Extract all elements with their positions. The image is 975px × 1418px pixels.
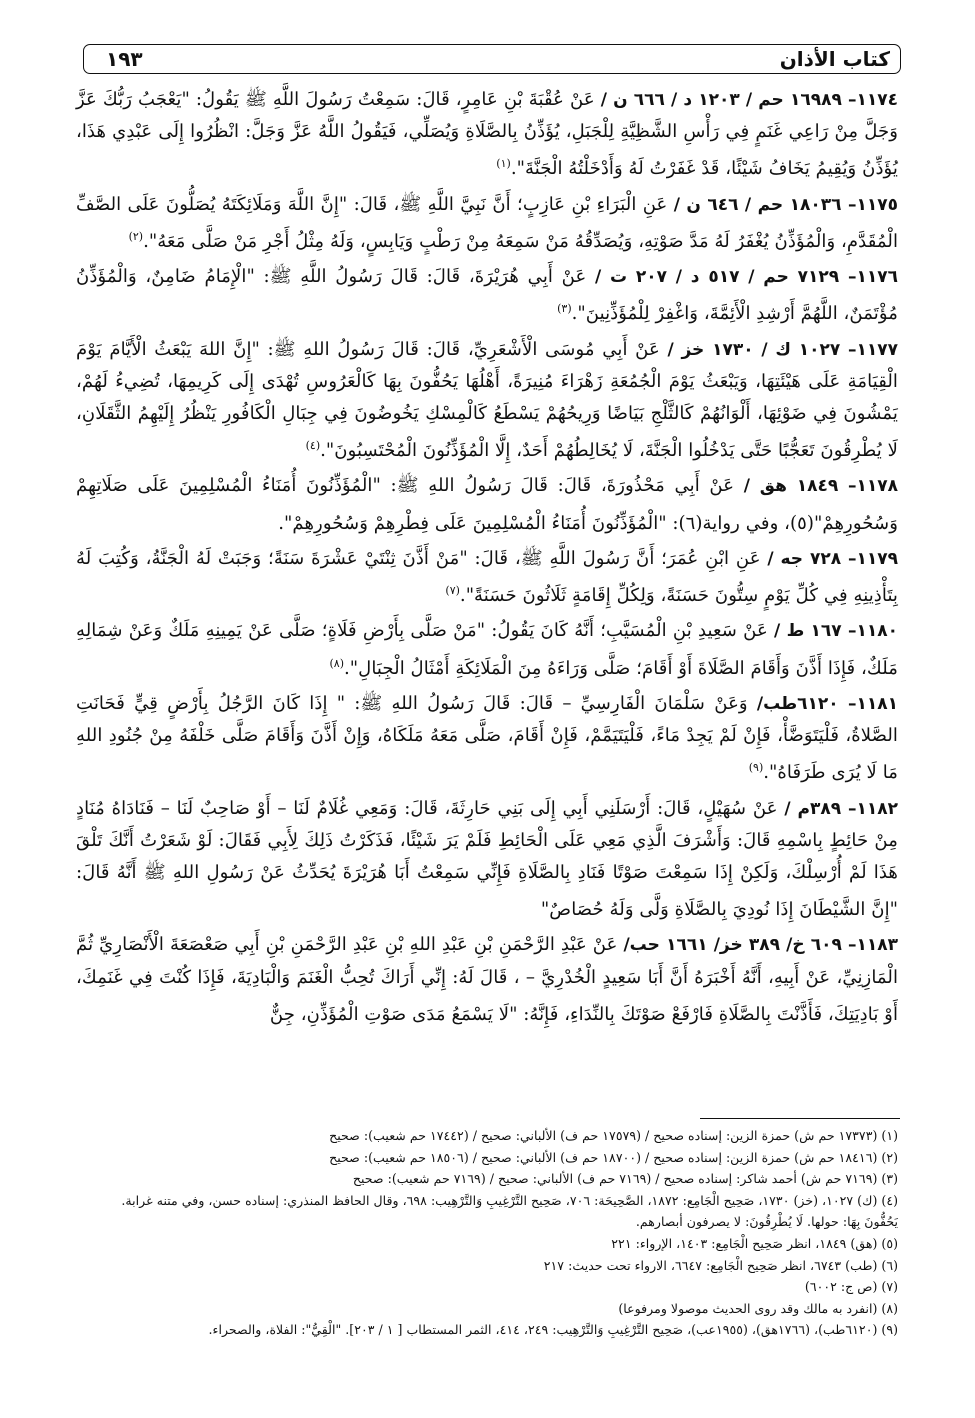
- hadith-text: عَنْ سُهَيْلٍ، قَالَ: أَرْسَلَنِي أَبِي إِلَى بَنِي حَارِثَةَ، قَالَ: وَمَعِي غُلَامٌ لَنَا – أَوْ صَاحِبٌ لَنَا – فَنَادَاهُ مُنَادٍ مِنْ حَائِطٍ بِاسْمِهِ قَالَ: وَأَشْرَفَ الَّذِي مَعِي عَلَى الْحَائِطِ فَلَمْ يَرَ شَيْئًا، فَذَكَرْتُ ذَلِكَ لِأَبِي فَقَالَ: لَوْ شَعَرْتُ أَنَّكَ تَلْقَ هَذَا لَمْ أُرْسِلْكَ، وَلَكِنْ إِذَا سَمِعْتَ صَوْتًا فَنَادِ بِالصَّلَاةِ فَإِنِّي سَمِعْتُ أَبَا هُرَيْرَةَ يُحَدِّثُ عَنْ رَسُولِ اللهِ ﷺ أَنَّهُ قَالَ: "إِنَّ الشَّيْطَانَ إِذَا نُودِيَ بِالصَّلَاةِ وَلَّى وَلَهُ حُصَاصٌ": [76, 797, 898, 921]
- hadith-text: عَنْ عَبْدِ الرَّحْمَنِ بْنِ عَبْدِ اللهِ بْنِ عَبْدِ الرَّحْمَنِ بْنِ أَبِي صَعْصَعَةَ الْأَنْصَارِيِّ ثُمَّ الْمَازِنِيِّ، عَنْ أَبِيهِ، أَنَّهُ أَخْبَرَهُ أَنَّ أَبَا سَعِيدٍ الْخُدْرِيَّ – ، قَالَ لَهُ: إِنِّي أَرَاكَ تُحِبُّ الْغَنَمَ وَالْبَادِيَةَ، فَإِذَا كُنْتَ فِي غَنَمِكَ، أَوْ بَادِيَتِكَ، فَأَذَّنْتَ بِالصَّلَاةِ فَارْفَعْ صَوْتَكَ بِالنِّدَاءِ، فَإِنَّهُ: "لَا يَسْمَعُ مَدَى صَوْتِ الْمُؤَذِّنِ، جِنٌّ: [76, 934, 898, 1025]
- footnote-ref: (٤): [305, 439, 321, 453]
- footnote-ref: (١): [496, 157, 511, 171]
- footnote-2: (٢) (١٨٤١٦ حم ش) حمزة الزين: إسناده صحيح / (١٨٧٠٠ حم ف) الألباني: صحيح / (١٨٥٠٦ حم شعيب): صحيح: [329, 1149, 898, 1165]
- footnotes: [90, 1125, 898, 1341]
- hadith-1177: [76, 334, 898, 468]
- hadith-1183: [76, 929, 898, 1031]
- hadith-text: عَنِ الْبَرَاءِ بْنِ عَازِبٍ؛ أَنَّ نَبِيَّ اللَّهِ ﷺ، قَالَ: "إِنَّ اللَّهَ وَمَلَائِكَتَهُ يُصَلُّونَ عَلَى الصَّفِّ الْمُقَدَّمِ، وَالْمُؤَذِّنُ يُغْفَرُ لَهُ مَدَّ صَوْتِهِ، وَيُصَدِّقُهُ مَنْ سَمِعَهُ مِنْ رَطْبٍ وَيَابِسٍ، وَلَهُ مِثْلُ أَجْرِ مَنْ صَلَّى مَعَهُ".: [76, 193, 898, 252]
- page-header: [83, 44, 901, 74]
- hadith-1182: [76, 793, 898, 927]
- footnote-9: (٩) (٦١٢٠طب)، (١٧٦٦هق)، (١٩٥٥عب)، صَحِيح التَّرْغِيبِ وَالتَّرْهِيب: ٢٤٩، ٤١٤، الثمر المستطاب [ ١ / ٢٠٣]. "الْقِيُّ": الفلاة، والصحراء.: [208, 1322, 898, 1338]
- footnote-ref: (٣): [557, 302, 572, 316]
- hadith-number: ١١٨٢– ٣٨٩م /: [784, 798, 899, 819]
- footnote-4: (٤) (ك) ١٠٢٧، (خز) ١٧٣٠، صَحِيح الْجَامِع: ١٨٧٢، الصَّحِيحَة: ٧٠٦، صَحِيح التَّرْغِيبِ وَالتَّرْهِيب: ٦٩٨، وقال الحافظ المنذري: إسناده حسن، وفي متنه غرابة. يَحُفُّونَ بِهَا: حولها. لَا يُطْرِقُونَ: لا يصرفون أبصارهم.: [121, 1192, 898, 1230]
- footnote-7: (٧) (ص ج: ٦٠٠٢): [804, 1279, 898, 1295]
- footnote-6: (٦) (طب) ٦٧٤٣، انظر صَحِيح الْجَامِع: ٦٦٤٧، الارواء تحت حديث: ٢١٧: [543, 1257, 898, 1273]
- hadith-1180: [76, 615, 898, 684]
- hadith-number: ١١٧٨– ١٨٤٩ هق /: [743, 476, 899, 497]
- hadith-number: ١١٧٧– ١٠٢٧ ك / ١٧٣٠ خز /: [667, 339, 899, 360]
- book-title: كتاب الأذان: [779, 47, 890, 71]
- footnote-ref: (٨): [329, 656, 345, 670]
- footnote-1: (١) (١٧٣٧٣ حم ش) حمزة الزين: إسناده صحيح / (١٧٥٧٩ حم ف) الألباني: صحيح / (١٧٤٤٢ حم شعيب): صحيح: [329, 1128, 898, 1143]
- page-number: ١٩٣: [106, 47, 143, 71]
- footnote-8: (٨) (انفرد به مالك وقد روى الحديث موصولا ومرفوعا): [618, 1300, 898, 1316]
- hadith-list: [76, 84, 898, 1034]
- hadith-text: عَنْ أَبِي مَحْذُورَةَ، قَالَ: قَالَ رَسُولُ اللهِ ﷺ: "الْمُؤَذِّنُونَ أُمَنَاءُ الْمُسْلِمِينَ عَلَى صَلَاتِهِمْ وَسُحُورِهِمْ"(٥)، وفي رواية(٦): "الْمُؤَذِّنُونَ أُمَنَاءُ الْمُسْلِمِينَ عَلَى فِطْرِهِمْ وَسُحُورِهِمْ".: [76, 475, 898, 534]
- hadith-text: عَنِ ابْنِ عُمَرَ؛ أَنَّ رَسُولَ اللَّهِ ﷺ، قَالَ: "مَنْ أَذَّنَ ثِنْتَيْ عَشْرَةَ سَنَةً؛ وَجَبَتْ لَهُ الْجَنَّةُ، وَكُتِبَ لَهُ بِتَأْذِينِهِ فِي كُلِّ يَوْمٍ سِتُّونَ حَسَنَةً، وَلِكُلِّ إِقَامَةٍ ثَلَاثُونَ حَسَنَةً".: [76, 547, 898, 607]
- hadith-number: ١١٨٠– ١٦٧ ط /: [774, 621, 898, 642]
- hadith-text: عَنْ سَعِيدِ بْنِ الْمُسَيَّبِ؛ أَنَّهُ كَانَ يَقُولُ: "مَنْ صَلَّى بِأَرْضِ فَلَاةٍ؛ صَلَّى عَنْ يَمِينِهِ مَلَكٌ وَعَنْ شِمَالِهِ مَلَكٌ، فَإِذَا أَذَّنَ وَأَقَامَ الصَّلَاةَ أَوْ أَقَامَ؛ صَلَّى وَرَاءَهُ مِنَ الْمَلَائِكَةِ أَمْثَالُ الْجِبَالِ".: [76, 620, 898, 679]
- hadith-1174: [76, 84, 898, 186]
- footnote-3: (٣) (٧١٦٩ حم ش) أحمد شاكر: إسناده صحيح / (٧١٦٩ حم ف) الألباني: صحيح / (٧١٦٩ حم شعيب): صحيح: [352, 1171, 898, 1187]
- hadith-number: ١١٧٤– ١٦٩٨٩ حم / ١٢٠٣ د / ٦٦٦ ن /: [600, 90, 898, 110]
- footnote-ref: (٩): [748, 761, 764, 775]
- hadith-number: ١١٧٦– ٧١٢٩ حم / ٥١٧ د / ٢٠٧ ت /: [594, 267, 898, 288]
- footnote-ref: (٢): [128, 229, 144, 243]
- hadith-number: ١١٧٥– ١٨٠٣٦ حم / ٦٤٦ ن /: [673, 194, 898, 215]
- hadith-number: ١١٨٣– ٦٠٩ خ/ ٣٨٩ خز/ ١٦٦١ حب/: [623, 935, 898, 956]
- hadith-text: عَنْ أَبِي مُوسَى الْأَشْعَرِيِّ، قَالَ: قَالَ رَسُولُ اللهِ ﷺ: "إِنَّ اللهَ يَبْعَثُ الْأَيَّامَ يَوْمَ الْقِيَامَةِ عَلَى هَيْئَتِهَا، وَيَبْعَثُ يَوْمَ الْجُمُعَةِ زَهْرَاءَ مُنِيرَةً، أَهْلُهَا يَحُفُّونَ بِهَا كَالْعَرُوسِ تُهْدَى إِلَى كَرِيمِهَا، تُضِيءُ لَهُمْ، يَمْشُونَ فِي ضَوْئِهَا، أَلْوَانُهُمْ كَالثَّلْجِ بَيَاضًا وَرِيحُهُمْ يَسْطَعُ كَالْمِسْكِ يَخُوضُونَ فِي جِبَالِ الْكَافُورِ يَنْظُرُ إِلَيْهِمُ الثَّقَلَانِ، لَا يُطْرِقُونَ تَعَجُّبًا حَتَّى يَدْخُلُوا الْجَنَّةَ، لَا يُخَالِطُهُمْ أَحَدٌ، إِلَّا الْمُؤَذِّنُونَ الْمُحْتَسِبُونَ".: [76, 338, 898, 462]
- hadith-text: عَنْ عُقْبَةَ بْنِ عَامِرٍ، قَالَ: سَمِعْتُ رَسُولَ اللَّهِ ﷺ يَقُولُ: "يَعْجَبُ رَبُّكَ عَزَّ وَجَلَّ مِنْ رَاعِي غَنَمٍ فِي رَأْسِ الشَّظِيَّةِ لِلْجَبَلِ، يُؤَذِّنُ بِالصَّلَاةِ وَيُصَلِّي، فَيَقُولُ اللَّهُ عَزَّ وَجَلَّ: انْظُرُوا إِلَى عَبْدِي هَذَا، يُؤَذِّنُ وَيُقِيمُ يَخَافُ شَيْئًا، قَدْ غَفَرْتُ لَهُ وَأَدْخَلْتُهُ الْجَنَّةَ".: [76, 89, 898, 180]
- hadith-1175: [76, 189, 898, 258]
- hadith-number: ١١٨١– ٦١٢٠طب/: [756, 693, 898, 714]
- hadith-1178: [76, 470, 898, 539]
- hadith-1181: [76, 688, 898, 790]
- hadith-1179: [76, 543, 898, 612]
- footnote-ref: (٧): [445, 584, 460, 598]
- hadith-text: عَنْ أَبِي هُرَيْرَةَ، قَالَ: قَالَ رَسُولُ اللَّهِ ﷺ: "الْإِمَامُ ضَامِنٌ، وَالْمُؤَذِّنُ مُؤْتَمَنٌ، اللَّهُمَّ أَرْشِدِ الْأَئِمَّةَ، وَاغْفِرْ لِلْمُؤَذِّنِينَ".: [76, 266, 898, 325]
- hadith-text: وَعَنْ سَلْمَانَ الْفَارِسِيِّ – قَالَ: قَالَ رَسُولُ اللهِ ﷺ: " إِذَا كَانَ الرَّجُلُ بِأَرْضٍ قِيٍّ فَحَانَتِ الصَّلاةُ، فَلْيَتَوَضَّأْ، فَإِنْ لَمْ يَجِدْ مَاءً، فَلْيَتَيَمَّمْ، فَإِنْ أَقَامَ، صَلَّى مَعَهُ مَلَكَاهُ، وَإِنْ أَذَّنَ وَأَقَامَ صَلَّى خَلْفَهُ مِنْ جُنُودِ اللهِ مَا لَا يُرَى طَرَفَاهُ".: [76, 692, 898, 784]
- footnote-divider: [700, 1118, 900, 1119]
- hadith-number: ١١٧٩– ٧٢٨ جه /: [767, 548, 899, 569]
- footnote-5: (٥) (هق) ١٨٤٩، انظر صَحِيح الْجَامِع: ١٤٠٣، الإرواء: ٢٢١: [611, 1235, 898, 1251]
- hadith-1176: [76, 261, 898, 330]
